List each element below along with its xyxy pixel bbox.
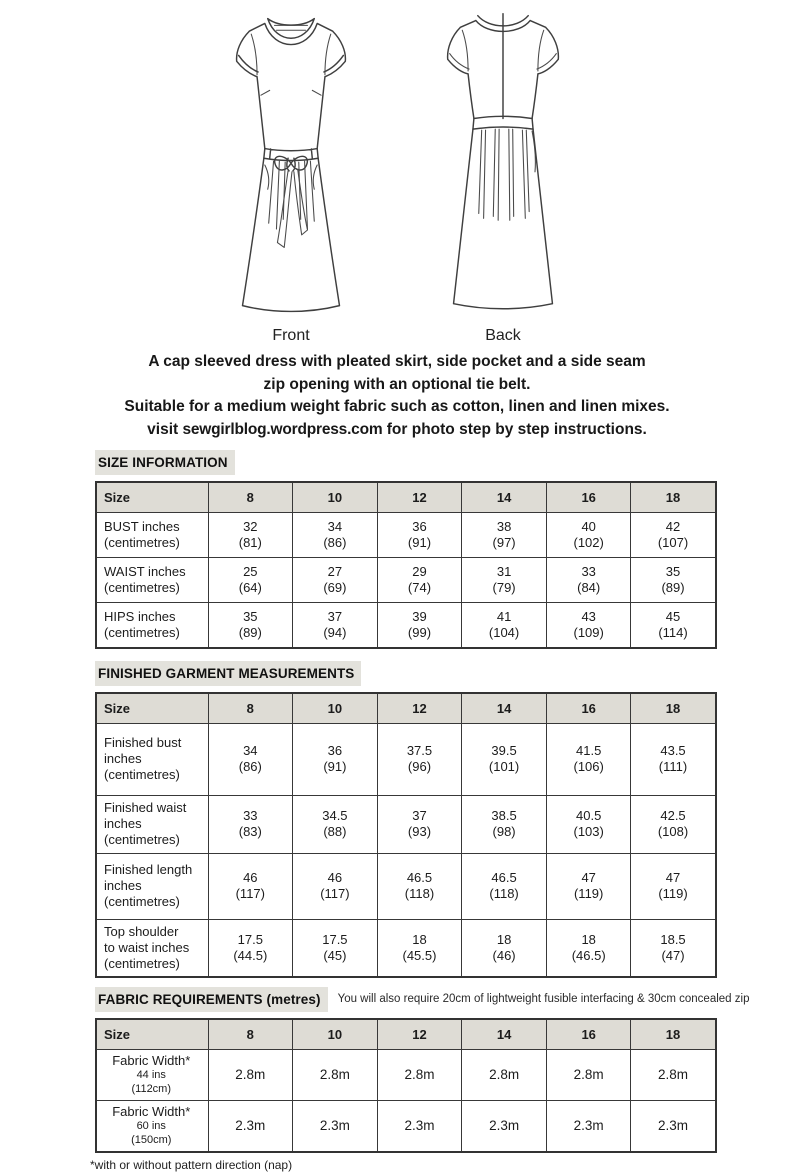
table-row — [96, 919, 716, 977]
finished-garment-section-row — [95, 661, 794, 686]
size-information-table — [95, 481, 717, 649]
measurement-cell: 2.8m — [208, 1049, 293, 1100]
front-view-figure — [213, 6, 369, 346]
measurement-cell: 18 (46) — [462, 919, 547, 977]
measurement-cell: 45 (114) — [631, 603, 716, 648]
header-row — [96, 1019, 716, 1050]
measurement-cell: 42 (107) — [631, 513, 716, 558]
table-row — [96, 1049, 716, 1100]
measurement-cell: 35 (89) — [631, 558, 716, 603]
measurement-cell: 2.3m — [546, 1100, 631, 1152]
table-row — [96, 723, 716, 795]
measurement-cell: 42.5 (108) — [631, 795, 716, 853]
measurement-cell: 31 (79) — [462, 558, 547, 603]
table-row — [96, 603, 716, 648]
fabric-requirements-section-row — [95, 987, 794, 1012]
finished-garment-table — [95, 692, 717, 978]
measurement-cell: 47 (119) — [546, 853, 631, 919]
size-column-header-18: 18 — [631, 693, 716, 724]
fabric-requirements-table — [95, 1018, 717, 1153]
size-column-header-18: 18 — [631, 482, 716, 513]
measurement-cell: 17.5 (45) — [293, 919, 378, 977]
measurement-cell: 25 (64) — [208, 558, 293, 603]
measurement-cell: 27 (69) — [293, 558, 378, 603]
measurement-cell: 2.3m — [462, 1100, 547, 1152]
table-row — [96, 795, 716, 853]
measurement-cell: 37 (94) — [293, 603, 378, 648]
measurement-cell: 33 (84) — [546, 558, 631, 603]
table-row — [96, 1100, 716, 1152]
size-column-header-10: 10 — [293, 482, 378, 513]
back-view-figure — [425, 6, 581, 346]
size-row-header: Size — [96, 1019, 208, 1050]
description-line-2: zip opening with an optional tie belt. — [263, 375, 531, 393]
blog-url-text: sewgirlblog.wordpress.com — [182, 420, 383, 438]
size-column-header-10: 10 — [293, 1019, 378, 1050]
size-row-header: Size — [96, 693, 208, 724]
table-row — [96, 853, 716, 919]
size-column-header-16: 16 — [546, 482, 631, 513]
size-column-header-8: 8 — [208, 1019, 293, 1050]
measurement-cell: 2.3m — [631, 1100, 716, 1152]
size-column-header-8: 8 — [208, 693, 293, 724]
pattern-description — [0, 351, 794, 441]
measurement-cell: 41.5 (106) — [546, 723, 631, 795]
size-information-section-row — [95, 450, 794, 475]
size-column-header-18: 18 — [631, 1019, 716, 1050]
visit-prefix: visit — [147, 420, 183, 438]
measurement-cell: 33 (83) — [208, 795, 293, 853]
back-dress-line-art — [425, 6, 581, 326]
measurement-cell: 29 (74) — [377, 558, 462, 603]
row-label: Fabric Width* 60 ins (150cm) — [96, 1100, 208, 1152]
back-view-label: Back — [485, 327, 521, 344]
size-column-header-10: 10 — [293, 693, 378, 724]
size-column-header-14: 14 — [462, 1019, 547, 1050]
dress-illustrations — [0, 6, 794, 346]
measurement-cell: 46 (117) — [208, 853, 293, 919]
measurement-cell: 18 (45.5) — [377, 919, 462, 977]
measurement-cell: 43 (109) — [546, 603, 631, 648]
header-row — [96, 693, 716, 724]
row-label: Top shoulder to waist inches (centimetres) — [96, 919, 208, 977]
measurement-cell: 2.3m — [293, 1100, 378, 1152]
fabric-extra-note: You will also require 20cm of lightweight fusible interfacing & 30cm concealed zip — [337, 992, 750, 1005]
table-row — [96, 558, 716, 603]
measurement-cell: 34 (86) — [208, 723, 293, 795]
measurement-cell: 43.5 (111) — [631, 723, 716, 795]
size-column-header-16: 16 — [546, 693, 631, 724]
measurement-cell: 35 (89) — [208, 603, 293, 648]
description-line-3: Suitable for a medium weight fabric such as cotton, linen and linen mixes. — [124, 398, 670, 415]
measurement-cell: 2.8m — [546, 1049, 631, 1100]
measurement-cell: 18.5 (47) — [631, 919, 716, 977]
measurement-cell: 38 (97) — [462, 513, 547, 558]
front-dress-line-art — [213, 6, 369, 326]
measurement-cell: 36 (91) — [377, 513, 462, 558]
measurement-cell: 37 (93) — [377, 795, 462, 853]
description-line-4 — [0, 419, 794, 442]
size-column-header-12: 12 — [377, 1019, 462, 1050]
measurement-cell: 2.3m — [208, 1100, 293, 1152]
measurement-cell: 46.5 (118) — [377, 853, 462, 919]
size-column-header-16: 16 — [546, 1019, 631, 1050]
size-row-header: Size — [96, 482, 208, 513]
measurement-cell: 47 (119) — [631, 853, 716, 919]
fabric-requirements-heading: FABRIC REQUIREMENTS (metres) — [95, 987, 328, 1012]
table-row — [96, 513, 716, 558]
measurement-cell: 32 (81) — [208, 513, 293, 558]
size-column-header-14: 14 — [462, 482, 547, 513]
measurement-cell: 18 (46.5) — [546, 919, 631, 977]
measurement-cell: 46.5 (118) — [462, 853, 547, 919]
row-label: BUST inches (centimetres) — [96, 513, 208, 558]
row-label: Finished length inches (centimetres) — [96, 853, 208, 919]
measurement-cell: 40 (102) — [546, 513, 631, 558]
measurement-cell: 2.8m — [377, 1049, 462, 1100]
front-view-label: Front — [272, 327, 310, 344]
measurement-cell: 34 (86) — [293, 513, 378, 558]
measurement-cell: 46 (117) — [293, 853, 378, 919]
measurement-cell: 38.5 (98) — [462, 795, 547, 853]
finished-garment-heading: FINISHED GARMENT MEASUREMENTS — [95, 661, 361, 686]
size-information-heading: SIZE INFORMATION — [95, 450, 235, 475]
size-column-header-14: 14 — [462, 693, 547, 724]
row-label: Finished bust inches (centimetres) — [96, 723, 208, 795]
row-label: HIPS inches (centimetres) — [96, 603, 208, 648]
measurement-cell: 2.3m — [377, 1100, 462, 1152]
size-column-header-12: 12 — [377, 482, 462, 513]
header-row — [96, 482, 716, 513]
row-label: Fabric Width* 44 ins (112cm) — [96, 1049, 208, 1100]
description-line-1: A cap sleeved dress with pleated skirt, side pocket and a side seam — [148, 353, 646, 370]
measurement-cell: 2.8m — [631, 1049, 716, 1100]
measurement-cell: 36 (91) — [293, 723, 378, 795]
measurement-cell: 17.5 (44.5) — [208, 919, 293, 977]
measurement-cell: 2.8m — [293, 1049, 378, 1100]
row-label: Finished waist inches (centimetres) — [96, 795, 208, 853]
measurement-cell: 40.5 (103) — [546, 795, 631, 853]
visit-suffix: for photo step by step instructions. — [382, 420, 647, 438]
measurement-cell: 2.8m — [462, 1049, 547, 1100]
measurement-cell: 39 (99) — [377, 603, 462, 648]
nap-footnote: *with or without pattern direction (nap) — [90, 1157, 293, 1172]
measurement-cell: 41 (104) — [462, 603, 547, 648]
size-column-header-12: 12 — [377, 693, 462, 724]
row-label: WAIST inches (centimetres) — [96, 558, 208, 603]
size-column-header-8: 8 — [208, 482, 293, 513]
measurement-cell: 39.5 (101) — [462, 723, 547, 795]
measurement-cell: 37.5 (96) — [377, 723, 462, 795]
measurement-cell: 34.5 (88) — [293, 795, 378, 853]
